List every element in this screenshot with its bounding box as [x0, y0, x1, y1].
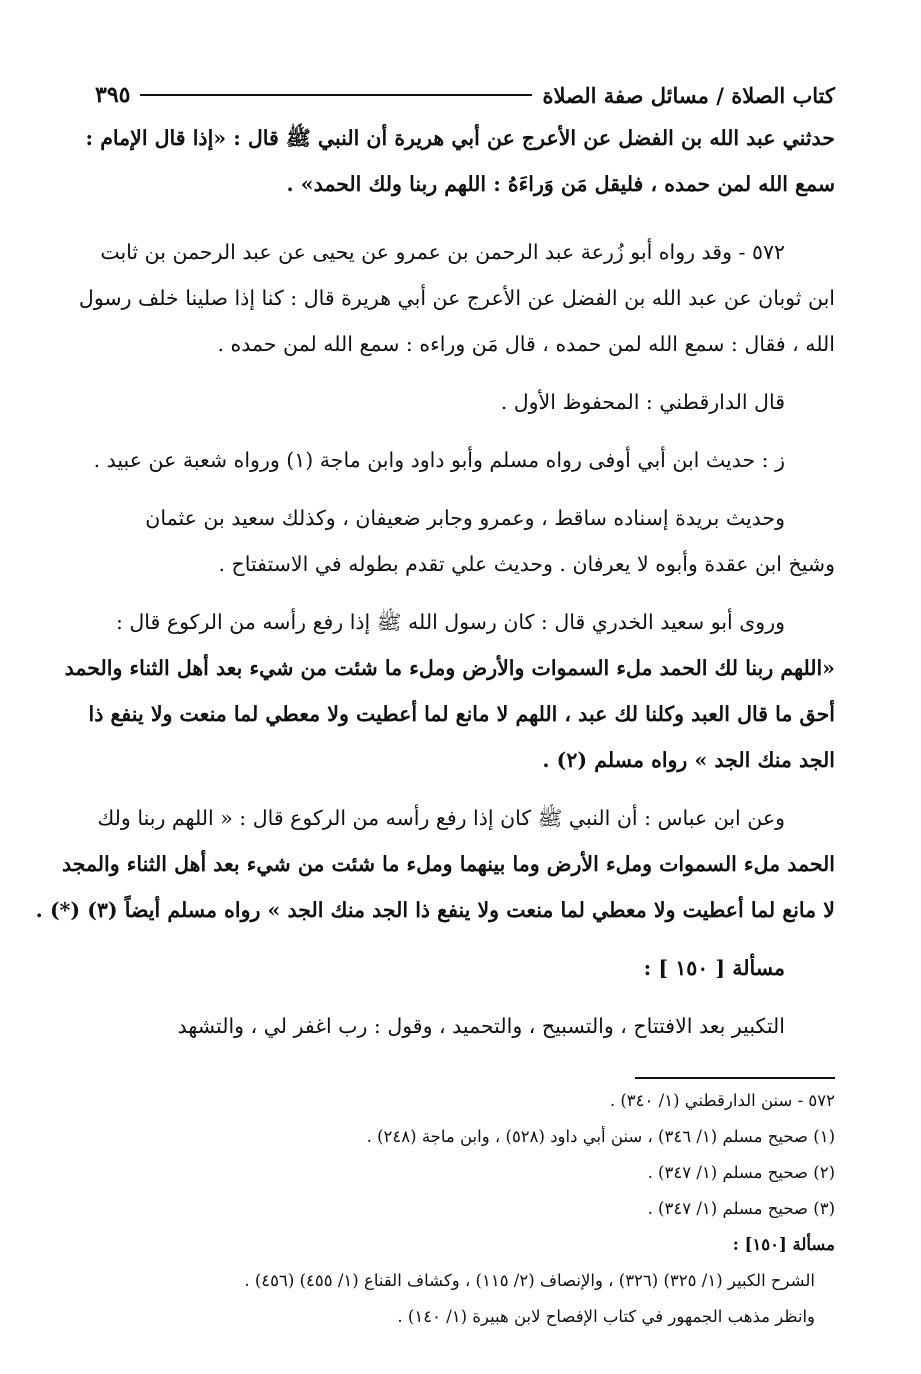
footnote-masala-heading: مسألة [١٥٠] : — [732, 1235, 835, 1254]
footnote-item: (١) صحيح مسلم (١/ ٣٤٦) ، سنن أبي داود (٥٢٨) ، وابن ماجة (٢٤٨) . — [366, 1127, 835, 1146]
text-line: وروى أبو سعيد الخدري قال : كان رسول الله ﷺ إذا رفع رأسه من الركوع قال : — [115, 610, 785, 634]
paragraph-abu-said — [64, 599, 835, 783]
footnote-item: الشرح الكبير (١/ ٣٢٥) (٣٢٦) ، والإنصاف (٢/ ١١٥) ، وكشاف القناع (١/ ٤٥٥) (٤٥٦) . — [244, 1271, 815, 1290]
text-line: وعن ابن عباس : أن النبي ﷺ كان إذا رفع رأسه من الركوع قال : « اللهم ربنا ولك — [97, 806, 785, 830]
header-title: كتاب الصلاة / مسائل صفة الصلاة — [542, 82, 835, 108]
text-line: لا مانع لما أعطيت ولا معطي لما منعت ولا ينفع ذا الجد منك الجد » رواه مسلم أيضاً (٣) (*) . — [35, 898, 835, 922]
paragraph-ibn-abbas — [35, 795, 835, 933]
paragraph-572 — [78, 229, 835, 367]
running-header — [95, 75, 835, 115]
footnotes — [95, 1083, 835, 1335]
footnote-item: ٥٧٢ - سنن الدارقطني (١/ ٣٤٠) . — [609, 1091, 835, 1110]
paragraph-daraqutni: قال الدارقطني : المحفوظ الأول . — [500, 390, 785, 414]
text-line: وشيخ ابن عقدة وأبوه لا يعرفان . وحديث علي تقدم بطوله في الاستفتاح . — [218, 552, 835, 576]
text-line: حدثني عبد الله بن الفضل عن الأعرج عن أبي هريرة أن النبي ﷺ قال : «إذا قال الإمام : — [85, 126, 835, 150]
footnote-item: (٢) صحيح مسلم (١/ ٣٤٧) . — [647, 1163, 835, 1182]
footnote-rule — [635, 1077, 835, 1079]
text-line: سمع الله لمن حمده ، فليقل مَن وَراءَهُ : اللهم ربنا ولك الحمد» . — [286, 172, 835, 196]
masala-heading: مسألة [ ١٥٠ ] : — [643, 956, 785, 980]
footnote-item: (٣) صحيح مسلم (١/ ٣٤٧) . — [647, 1199, 835, 1218]
paragraph-zay-note: ز : حديث ابن أبي أوفى رواه مسلم وأبو داود وابن ماجة (١) ورواه شعبة عن عبيد . — [93, 448, 785, 472]
text-line: وحديث بريدة إسناده ساقط ، وعمرو وجابر ضعيفان ، وكذلك سعيد بن عثمان — [145, 506, 785, 530]
text-line: الله ، فقال : سمع الله لمن حمده ، قال مَن وراءه : سمع الله لمن حمده . — [217, 332, 835, 356]
header-rule — [140, 94, 532, 96]
paragraph-takbir: التكبير بعد الافتتاح ، والتسبيح ، والتحميد ، وقول : رب اغفر لي ، والتشهد — [177, 1014, 785, 1038]
page-number: ٣٩٥ — [95, 82, 131, 108]
text-line: ٥٧٢ - وقد رواه أبو زُرعة عبد الرحمن بن عمرو عن يحيى عن عبد الرحمن بن ثابت — [100, 240, 785, 264]
paragraph-buraidah — [95, 495, 835, 587]
text-line: الحمد ملء السموات وملء الأرض وما بينهما وملء ما شئت من شيء بعد أهل الثناء والمجد — [61, 852, 835, 876]
text-line: الجد منك الجد » رواه مسلم (٢) . — [542, 748, 835, 772]
text-line: «اللهم ربنا لك الحمد ملء السموات والأرض وملء ما شئت من شيء بعد أهل الثناء والحمد — [64, 656, 835, 680]
text-line: ابن ثوبان عن عبد الله بن الفضل عن الأعرج عن أبي هريرة قال : كنا إذا صلينا خلف رسول — [78, 286, 835, 310]
footnote-item: وانظر مذهب الجمهور في كتاب الإفصاح لابن هبيرة (١/ ١٤٠) . — [397, 1307, 815, 1326]
text-line: أحق ما قال العبد وكلنا لك عبد ، اللهم لا مانع لما أعطيت ولا معطي لما منعت ولا ينفع ذا — [88, 702, 835, 726]
paragraph-hadith-continuation — [85, 115, 835, 207]
book-page — [35, 75, 835, 1335]
